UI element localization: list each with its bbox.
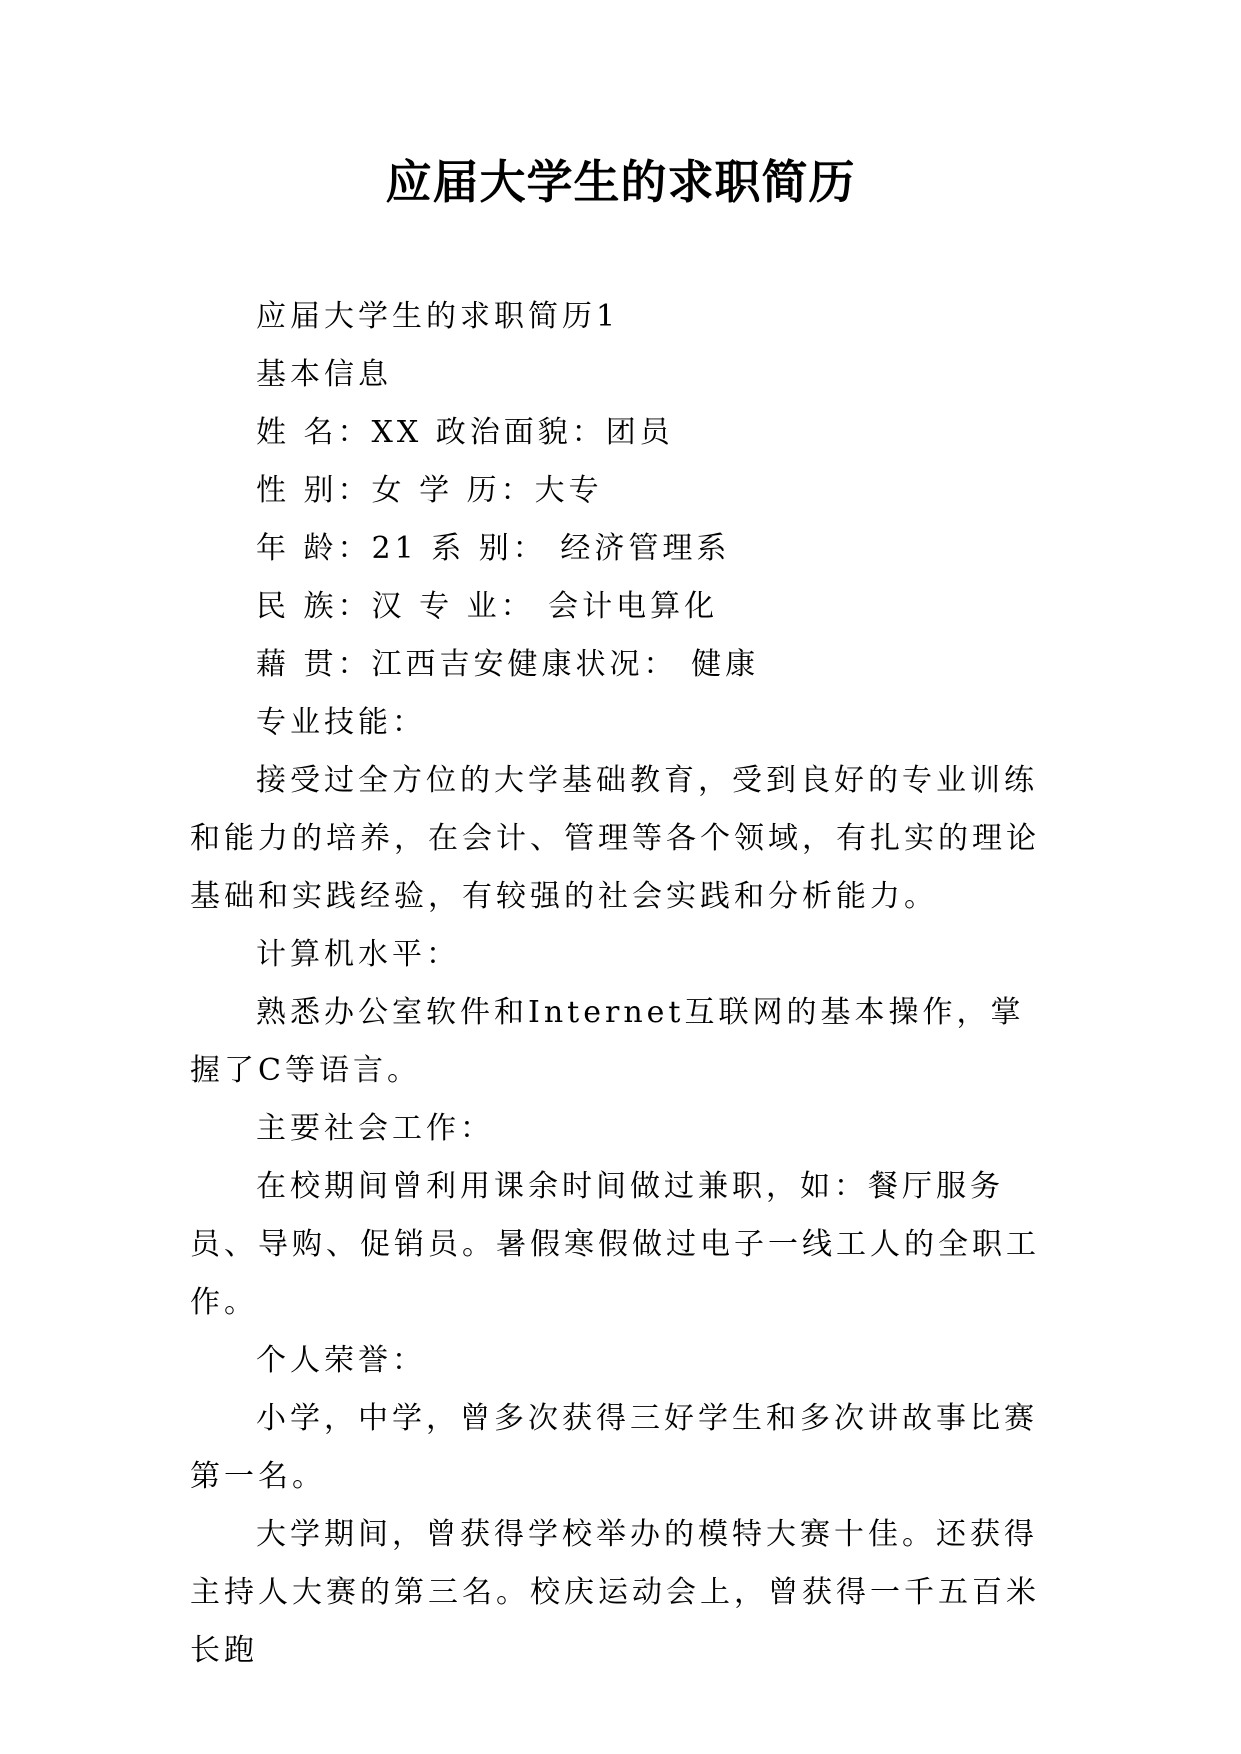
honors-paragraph-2: 大学期间，曾获得学校举办的模特大赛十佳。还获得主持人大赛的第三名。校庆运动会上，曾获得一千五百米长跑 <box>190 1517 1040 1668</box>
section-computer: 计算机水平： <box>256 937 460 972</box>
document-body <box>190 288 1052 1680</box>
computer-paragraph: 熟悉办公室软件和Internet互联网的基本操作，掌握了C等语言。 <box>190 995 1025 1088</box>
honors-paragraph-1: 小学，中学，曾多次获得三好学生和多次讲故事比赛第一名。 <box>190 1401 1038 1494</box>
info-row-gender: 性 别：女 学 历：大专 <box>256 473 603 508</box>
info-row-ethnicity: 民 族：汉 专 业： 会计电算化 <box>256 589 719 624</box>
section-social-work: 主要社会工作： <box>256 1111 494 1146</box>
section-skills: 专业技能： <box>256 705 426 740</box>
info-row-name: 姓 名：XX 政治面貌：团员 <box>256 415 674 450</box>
resume-heading: 应届大学生的求职简历1 <box>256 299 620 334</box>
document-title: 应届大学生的求职简历 <box>385 155 856 209</box>
skills-paragraph: 接受过全方位的大学基础教育，受到良好的专业训练和能力的培养，在会计、管理等各个领域，有扎实的理论基础和实践经验，有较强的社会实践和分析能力。 <box>190 763 1040 914</box>
info-row-age: 年 龄：21 系 别： 经济管理系 <box>256 531 731 566</box>
section-honors: 个人荣誉： <box>256 1343 426 1378</box>
info-row-origin: 藉 贯：江西吉安健康状况： 健康 <box>256 647 760 682</box>
section-basic-info: 基本信息 <box>256 357 392 392</box>
social-work-paragraph: 在校期间曾利用课余时间做过兼职，如：餐厅服务员、导购、促销员。暑假寒假做过电子一线工人的全职工作。 <box>190 1169 1040 1320</box>
